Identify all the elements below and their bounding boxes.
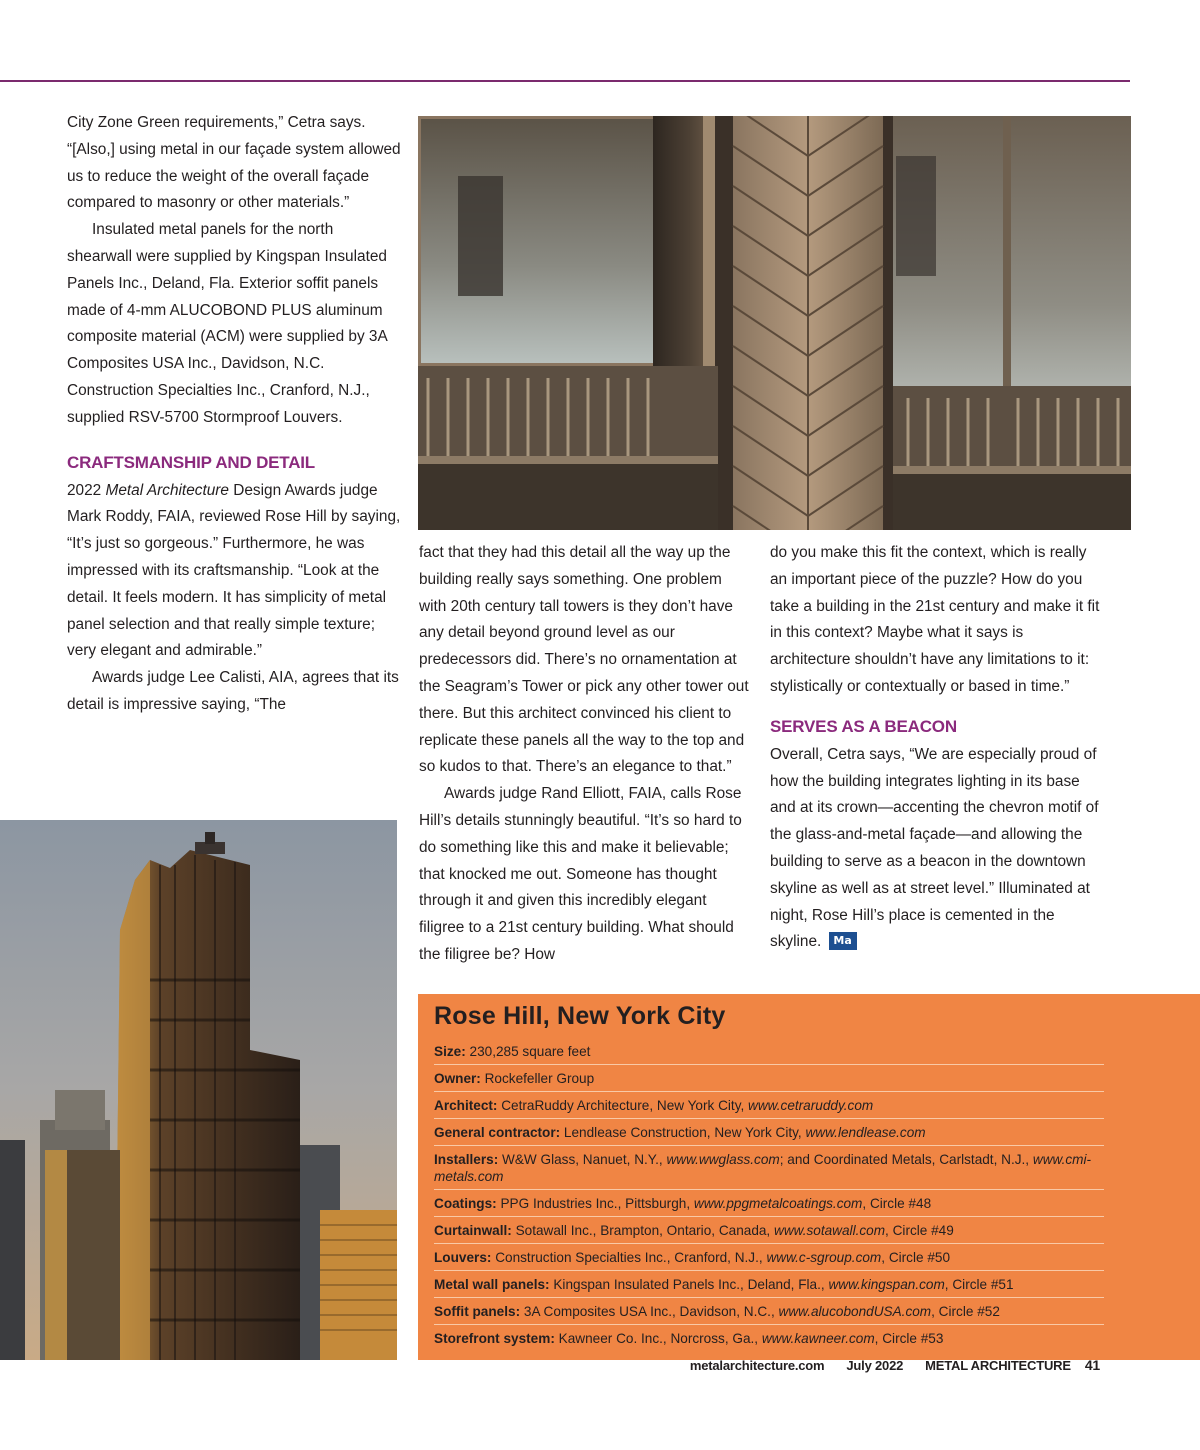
footer-magazine: METAL ARCHITECTURE [925, 1358, 1071, 1373]
credit-link: www.cetraruddy.com [748, 1098, 874, 1113]
project-credits-sidebar [418, 994, 1200, 1360]
credits-row [434, 1244, 1104, 1271]
paragraph: fact that they had this detail all the way up the building really says something. One problem with 20th century tall towers is they don’t have any detail beyond ground level as our predecessors did. There’s no ornamentation at the Seagram’s Tower or pick any other tower out there. But this architect convinced his client to replicate these panels all the way to the top and so kudos to that. There’s an elegance to that.” [419, 544, 749, 776]
credits-row [434, 1325, 1104, 1351]
page-footer [690, 1357, 1100, 1373]
credits-row [434, 1065, 1104, 1092]
credit-label: Storefront system: [434, 1331, 555, 1346]
paragraph: Overall, Cetra says, “We are especially proud of how the building integrates lighting in its base and at its crown—accenting the chevron motif of the glass-and-metal façade—and allowing the building to serve as a beacon in the downtown skyline as well as at street level.” Illuminated at night, Rose Hill’s place is cemented in the skyline. Ma [770, 745, 1099, 951]
credit-text: W&W Glass, Nanuet, N.Y., [498, 1152, 667, 1167]
credit-text: Sotawall Inc., Brampton, Ontario, Canada, [511, 1223, 774, 1238]
credit-label: Soffit panels: [434, 1304, 521, 1319]
credit-tail: , Circle #49 [885, 1223, 954, 1238]
credits-row [434, 1190, 1104, 1217]
credit-tail: , Circle #48 [862, 1196, 932, 1211]
credit-text: 230,285 square feet [465, 1044, 591, 1059]
credit-link: www.c-sgroup.com [766, 1250, 882, 1265]
tower-photo [0, 820, 397, 1360]
credit-link: www.ppgmetalcoatings.com [693, 1196, 863, 1211]
credit-text: Kawneer Co. Inc., Norcross, Ga., [554, 1331, 762, 1346]
credit-text: CetraRuddy Architecture, New York City, [497, 1098, 749, 1113]
magazine-name: Metal Architecture [105, 481, 229, 499]
paragraph: 2022 Metal Architecture Design Awards judge Mark Roddy, FAIA, reviewed Rose Hill by saying, “It’s just so gorgeous.” Furthermore, he was impressed with its craftsmanship. “Look at the detail. It feels modern. It has simplicity of metal panel selection and that really simple texture; very elegant and admirable.” [67, 481, 401, 660]
credit-label: General contractor: [434, 1125, 561, 1140]
article-column-1 [67, 110, 402, 719]
credit-label: Architect: [434, 1098, 498, 1113]
credit-tail: , Circle #50 [881, 1250, 951, 1265]
sidebar-title: Rose Hill, New York City [434, 1002, 726, 1030]
paragraph: City Zone Green requirements,” Cetra says. “[Also,] using metal in our façade system allowed us to reduce the weight of the overall façade compared to masonry or other materials.” [67, 114, 401, 212]
credits-row [434, 1038, 1104, 1065]
credit-text: Lendlease Construction, New York City, [560, 1125, 806, 1140]
credit-text: PPG Industries Inc., Pittsburgh, [496, 1196, 694, 1211]
credit-link: www.cmi-metals.com [434, 1152, 1092, 1184]
credit-label: Coatings: [434, 1196, 497, 1211]
section-heading-beacon: SERVES AS A BEACON [770, 716, 957, 736]
credit-label: Louvers: [434, 1250, 492, 1265]
facade-photo [418, 116, 1131, 530]
credit-tail: , Circle #51 [944, 1277, 1014, 1292]
credit-link: www.kawneer.com [761, 1331, 875, 1346]
credits-row [434, 1146, 1104, 1190]
article-column-3 [770, 540, 1105, 956]
credit-label: Size: [434, 1044, 466, 1059]
credit-link: www.lendlease.com [805, 1125, 926, 1140]
footer-site: metalarchitecture.com [689, 1358, 825, 1373]
credit-label: Curtainwall: [434, 1223, 512, 1238]
credit-link: www.wwglass.com [666, 1152, 780, 1167]
credits-row [434, 1092, 1104, 1119]
credit-label: Installers: [434, 1152, 499, 1167]
credit-text: 3A Composites USA Inc., Davidson, N.C., [520, 1304, 779, 1319]
paragraph: Awards judge Rand Elliott, FAIA, calls Rose Hill’s details stunningly beautiful. “It’s so hard to do something like this and make it believable; that knocked me out. Someone has thought through it and given this incredibly elegant filigree to a 21st century building. What should the filigree be? How [419, 785, 742, 963]
credit-link: www.alucobondUSA.com [778, 1304, 932, 1319]
credit-link: www.kingspan.com [828, 1277, 945, 1292]
credit-text: Rockefeller Group [480, 1071, 595, 1086]
credit-tail: , Circle #53 [874, 1331, 944, 1346]
paragraph: Awards judge Lee Calisti, AIA, agrees that its detail is impressive saying, “The [67, 669, 399, 713]
credits-row [434, 1298, 1104, 1325]
footer-date: July 2022 [846, 1358, 904, 1373]
top-rule [0, 80, 1130, 82]
credits-row [434, 1271, 1104, 1298]
credits-list [434, 1038, 1104, 1351]
paragraph: Insulated metal panels for the north shearwall were supplied by Kingspan Insulated Panels Inc., Deland, Fla. Exterior soffit panels made of 4-mm ALUCOBOND PLUS aluminum composite material (ACM) were supplied by 3A Composites USA Inc., Davidson, N.C. Construction Specialties Inc., Cranford, N.J., supplied RSV-5700 Stormproof Louvers. [67, 221, 387, 426]
credit-text: Kingspan Insulated Panels Inc., Deland, Fla., [549, 1277, 829, 1292]
credit-link: www.sotawall.com [774, 1223, 886, 1238]
paragraph: do you make this fit the context, which is really an important piece of the puzzle? How do you take a building in the 21st century and make it fit in this context? Maybe what it says is architecture shouldn’t have any limitations to it: stylistically or contextually or based in time.” [770, 544, 1100, 695]
credit-tail: , Circle #52 [931, 1304, 1000, 1319]
end-mark-icon: Ma [829, 932, 857, 950]
credit-text: Construction Specialties Inc., Cranford, N.J., [491, 1250, 767, 1265]
article-column-2 [419, 540, 749, 969]
credits-row [434, 1217, 1104, 1244]
credit-label: Owner: [434, 1071, 481, 1086]
page-number: 41 [1084, 1357, 1100, 1373]
section-heading-craftsmanship: CRAFTSMANSHIP AND DETAIL [67, 452, 315, 472]
credit-tail: ; and Coordinated Metals, Carlstadt, N.J., [779, 1152, 1033, 1167]
credit-label: Metal wall panels: [434, 1277, 550, 1292]
credits-row [434, 1119, 1104, 1146]
